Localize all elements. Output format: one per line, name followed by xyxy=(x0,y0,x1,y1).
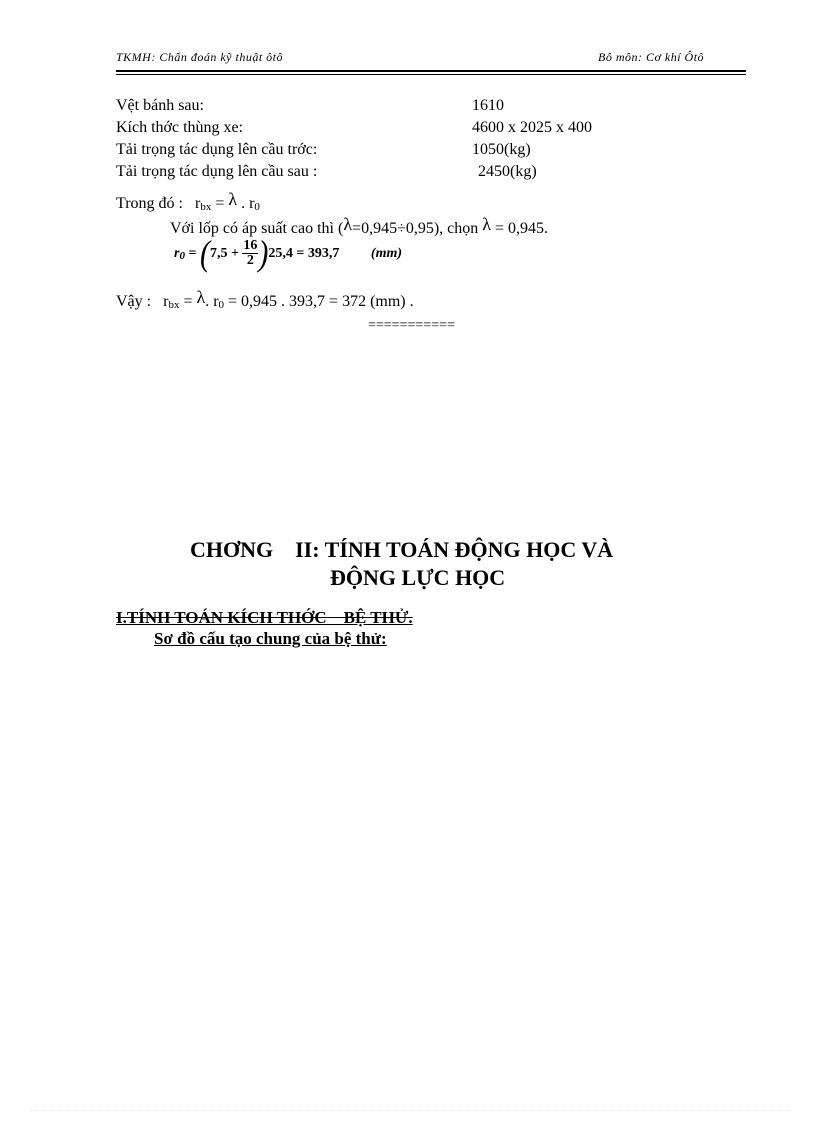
trong-do-line: Trong đó : rbx = λ . r0 xyxy=(116,189,260,213)
chapter-title-line2: ĐỘNG LỰC HỌC xyxy=(330,565,506,590)
spec-value: 2450(kg) xyxy=(478,163,537,180)
spec-value: 1050(kg) xyxy=(472,141,531,158)
header-rule-thin xyxy=(116,74,746,75)
chapter-title-line1: CHƠNG II: TÍNH TOÁN ĐỘNG HỌC VÀ xyxy=(190,537,614,562)
voi-lop-line: Với lốp có áp suất cao thì (λ=0,945÷0,95), chọn λ = 0,945. xyxy=(170,214,549,237)
separator: =========== xyxy=(368,318,455,333)
spec-value: 4600 x 2025 x 400 xyxy=(472,119,592,136)
section-heading: I.TÍNH TOÁN KÍCH THỚC BỆ THỬ. xyxy=(116,608,413,627)
vay-line: Vậy : rbx = λ. r0 = 0,945 . 393,7 = 372 (mm) . xyxy=(116,287,414,311)
spec-label: Tải trọng tác dụng lên cầu sau : xyxy=(116,163,318,180)
header-left: TKMH: Chẩn đoán kỹ thuật ôtô xyxy=(116,50,283,64)
spec-label: Tải trọng tác dụng lên cầu trớc: xyxy=(116,141,318,158)
formula: r0 = (7,5 + $\frac{16}{2}$ )25,4 = 393,7 (mm) xyxy=(174,233,403,273)
spec-label: Kích thớc thùng xe: xyxy=(116,119,244,136)
spec-label: Vệt bánh sau: xyxy=(116,97,204,114)
header-rule-thick xyxy=(116,70,746,72)
header-right: Bô môn: Cơ khí Ôtô xyxy=(598,50,705,64)
page-bottom-divider xyxy=(30,1110,790,1111)
spec-value: 1610 xyxy=(472,97,504,114)
section-subheading: Sơ đồ cấu tạo chung của bệ thử: xyxy=(154,629,387,648)
